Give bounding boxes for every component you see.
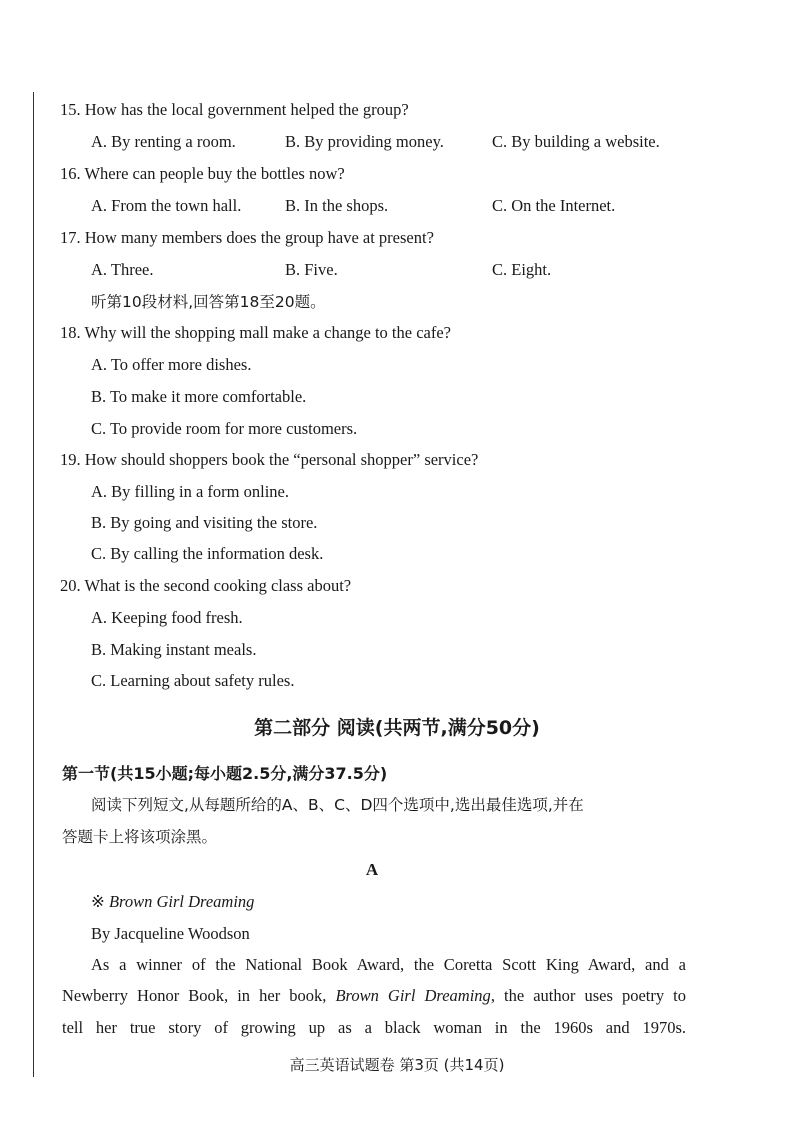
question-15: 15. How has the local government helped the group?: [60, 100, 409, 119]
listening-instruction: 听第10段材料,回答第18至20题。: [91, 293, 326, 311]
question-19: 19. How should shoppers book the “personal shopper” service?: [60, 450, 479, 469]
option-b: B. By providing money.: [285, 132, 444, 151]
option-b: B. Making instant meals.: [91, 640, 257, 659]
option-b: B. In the shops.: [285, 196, 389, 215]
option-c: C. Eight.: [492, 260, 552, 279]
option-b: B. By going and visiting the store.: [91, 513, 318, 532]
book-author: By Jacqueline Woodson: [91, 924, 250, 943]
option-a: A. To offer more dishes.: [91, 355, 252, 374]
passage-line-1: As a winner of the National Book Award, the Coretta Scott King Award, and a: [91, 955, 686, 974]
passage-line-2: Newberry Honor Book, in her book, Brown Girl Dreaming, the author uses poetry to: [62, 986, 686, 1005]
question-20: 20. What is the second cooking class about?: [60, 576, 352, 595]
option-a: A. By renting a room.: [91, 132, 236, 151]
option-a: A. By filling in a form online.: [91, 482, 289, 501]
option-c: C. By calling the information desk.: [91, 544, 324, 563]
book-title-line: [91, 892, 254, 912]
option-c: C. By building a website.: [492, 132, 660, 151]
option-b: B. Five.: [285, 260, 338, 279]
book-title: Brown Girl Dreaming: [108, 892, 255, 911]
option-b: B. To make it more comfortable.: [91, 387, 307, 406]
option-a: A. Three.: [91, 260, 154, 279]
reference-mark: ※: [91, 892, 105, 911]
option-a: A. Keeping food fresh.: [91, 608, 243, 627]
option-c: C. Learning about safety rules.: [91, 671, 295, 690]
question-16: 16. Where can people buy the bottles now?: [60, 164, 345, 183]
question-17: 17. How many members does the group have at present?: [60, 228, 434, 247]
reading-instruction-line2: 答题卡上将该项涂黑。: [62, 828, 218, 846]
page-footer: 高三英语试题卷 第3页 (共14页): [289, 1056, 505, 1074]
option-a: A. From the town hall.: [91, 196, 242, 215]
passage-letter: A: [365, 860, 379, 879]
reading-instruction-line1: 阅读下列短文,从每题所给的A、B、C、D四个选项中,选出最佳选项,并在: [91, 796, 584, 814]
section-one-title: 第一节(共15小题;每小题2.5分,满分37.5分): [62, 764, 388, 783]
option-c: C. On the Internet.: [492, 196, 616, 215]
option-c: C. To provide room for more customers.: [91, 419, 358, 438]
part-two-title: 第二部分 阅读(共两节,满分50分): [254, 717, 540, 739]
question-18: 18. Why will the shopping mall make a change to the cafe?: [60, 323, 451, 342]
passage-line-3: tell her true story of growing up as a black woman in the 1960s and 1970s.: [62, 1018, 686, 1037]
